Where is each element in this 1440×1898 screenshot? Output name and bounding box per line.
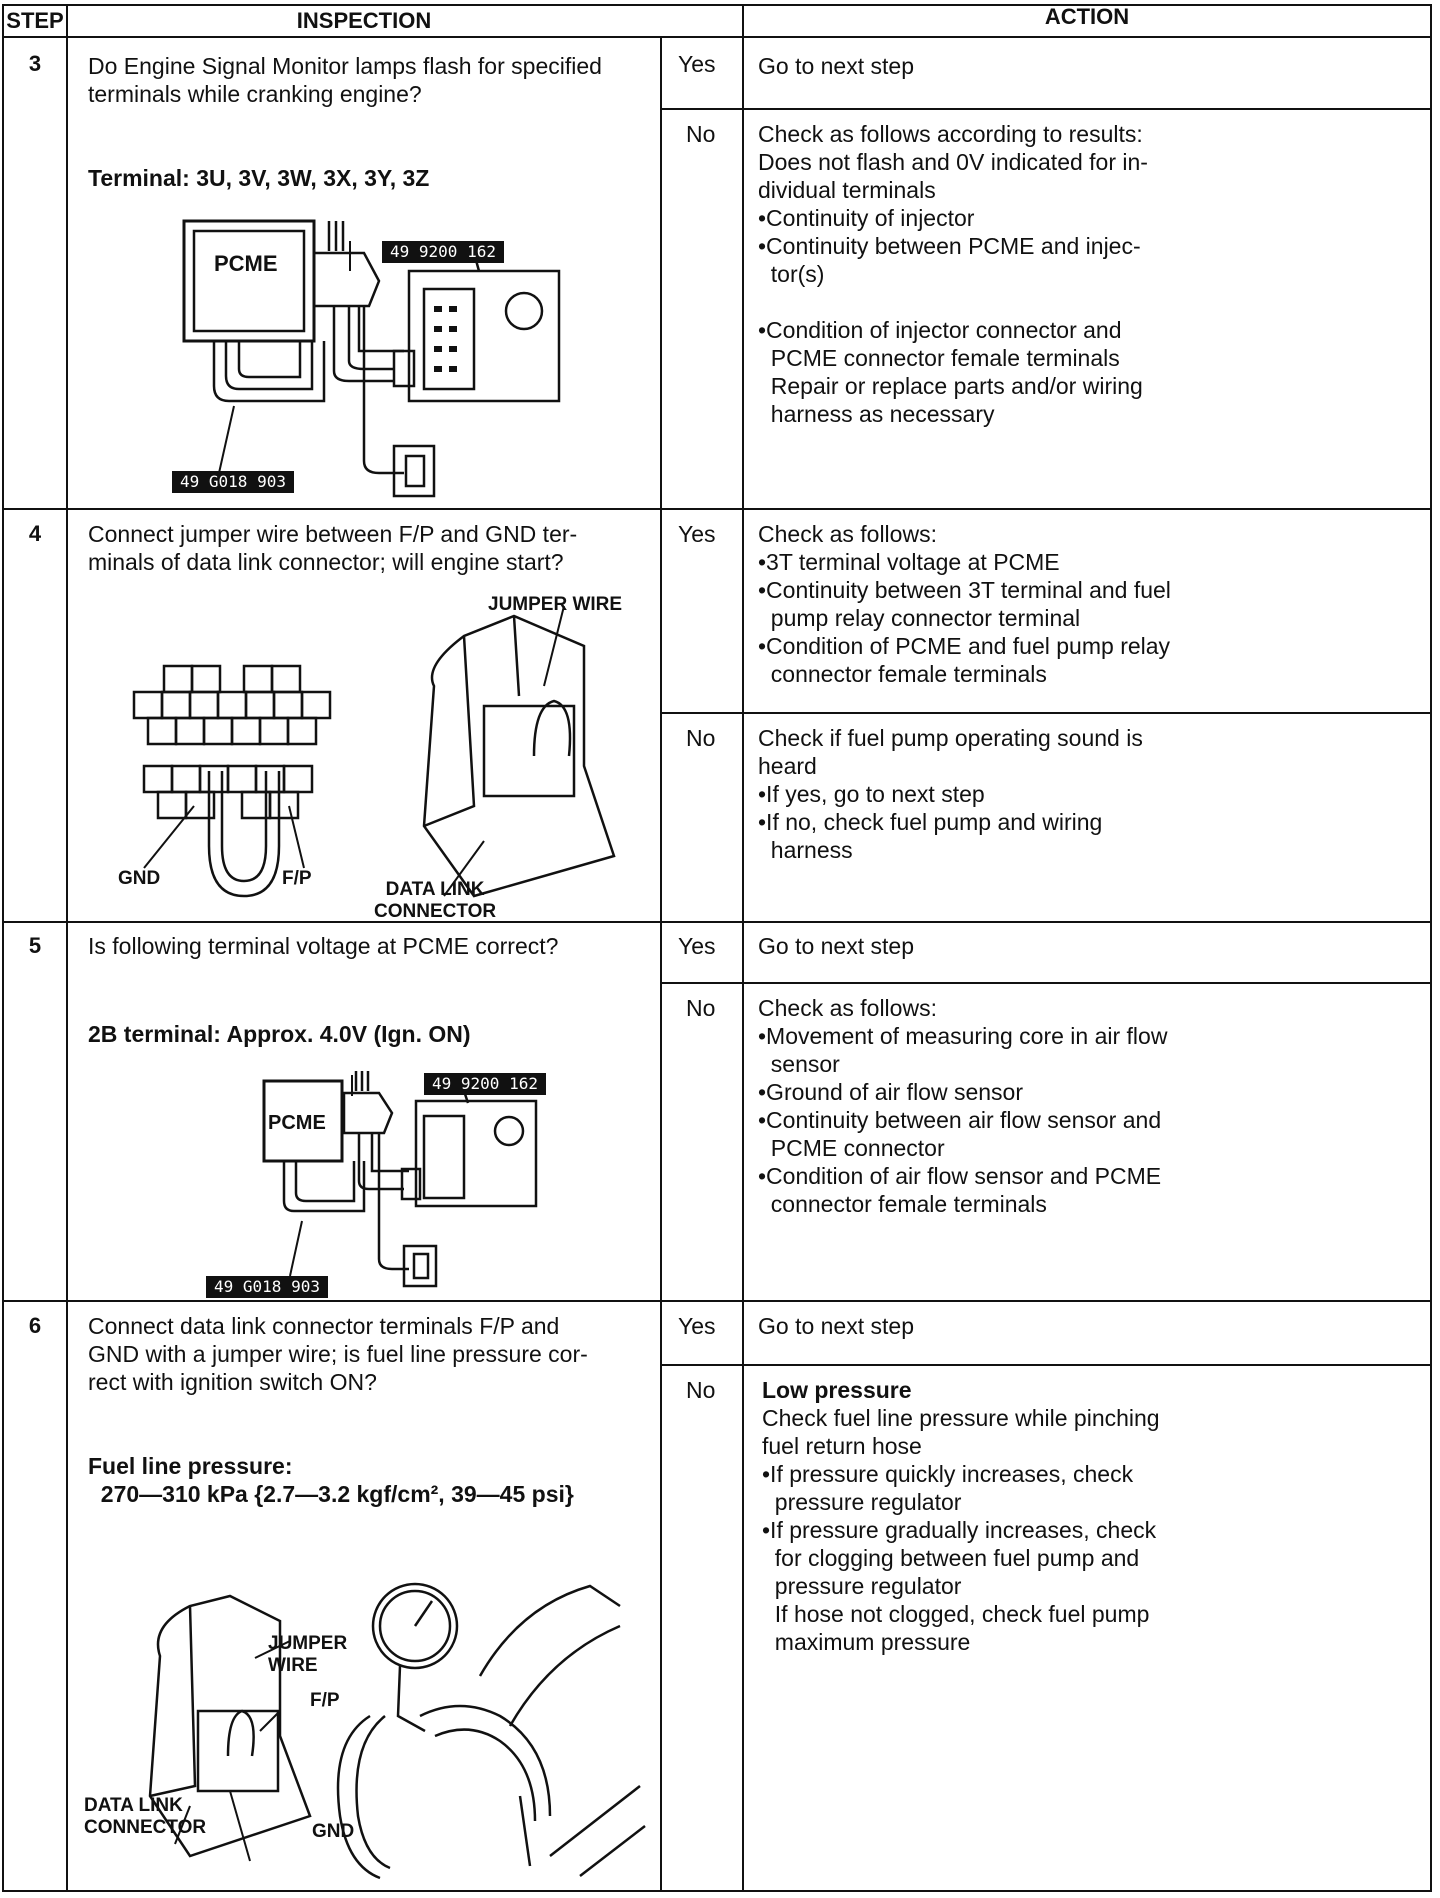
data-link-connector-label-6: DATA LINK CONNECTOR bbox=[84, 1795, 207, 1838]
step-3-no-action: Check as follows according to results: Does not flash and 0V indicated for in- dividual terminals •Continuity of injector •Continuity between PCME and injec- tor(s) •Condition of injector connector and PCME connector female terminals Repair or replace parts and/or wiring harness as necessary bbox=[758, 121, 1148, 427]
tool-tag-49-9200-162-step5: 49 9200 162 bbox=[424, 1073, 546, 1095]
step-5-question: Is following terminal voltage at PCME correct? bbox=[88, 933, 559, 959]
row-divider-5-6 bbox=[4, 1300, 1430, 1302]
step-4-no-action: Check if fuel pump operating sound is heard •If yes, go to next step •If no, check fuel pump and wiring harness bbox=[758, 725, 1143, 863]
step-5-yes-action: Go to next step bbox=[758, 933, 914, 959]
row-divider-3-4 bbox=[4, 508, 1430, 510]
header-divider bbox=[4, 36, 1430, 38]
step-number-5: 5 bbox=[28, 933, 42, 958]
step-5-no-label: No bbox=[686, 995, 716, 1021]
step-number-6: 6 bbox=[28, 1313, 42, 1338]
action-column-divider bbox=[742, 6, 744, 1890]
header-inspection: INSPECTION bbox=[296, 8, 432, 33]
jumper-wire-label-4: JUMPER WIRE bbox=[488, 594, 623, 615]
yesno-divider-5 bbox=[660, 982, 1430, 984]
step-number-3: 3 bbox=[28, 51, 42, 76]
step-4-question: Connect jumper wire between F/P and GND ter- minals of data link connector; will engine start? bbox=[88, 521, 578, 575]
gnd-label-6: GND bbox=[312, 1821, 355, 1842]
yesno-divider-4 bbox=[660, 712, 1430, 714]
step-4-yes-action: Check as follows: •3T terminal voltage at PCME •Continuity between 3T terminal and fuel pump relay connector terminal •Condition of PCME and fuel pump relay connector female terminals bbox=[758, 521, 1171, 687]
step-3-spec: Terminal: 3U, 3V, 3W, 3X, 3Y, 3Z bbox=[88, 165, 430, 191]
yesno-column-divider bbox=[660, 36, 662, 1890]
pcme-label-5: PCME bbox=[268, 1112, 326, 1134]
yesno-divider-6 bbox=[660, 1364, 1430, 1366]
yesno-divider-3 bbox=[660, 108, 1430, 110]
tool-tag-49-G018-903-step5: 49 G018 903 bbox=[206, 1276, 328, 1298]
step-5-yes-label: Yes bbox=[678, 933, 716, 959]
step-6-yes-action: Go to next step bbox=[758, 1313, 914, 1339]
step-6-spec: Fuel line pressure: 270—310 kPa {2.7—3.2 kgf/cm², 39—45 psi} bbox=[88, 1453, 574, 1507]
step-6-no-label: No bbox=[686, 1377, 716, 1403]
step-5-spec: 2B terminal: Approx. 4.0V (Ign. ON) bbox=[88, 1021, 471, 1047]
header-step: STEP bbox=[6, 8, 64, 33]
step-4-yes-label: Yes bbox=[678, 521, 716, 547]
step-3-yes-label: Yes bbox=[678, 51, 716, 77]
data-link-connector-jumper-diagram-4 bbox=[114, 606, 654, 906]
fp-label-4: F/P bbox=[282, 868, 312, 889]
step-6-no-action: Check fuel line pressure while pinching fuel return hose •If pressure quickly increases, check pressure regulator •If pressure gradually increases, check for clogging between fuel pump and pressure regulator If hose not clogged, check fuel pump maximum pressure bbox=[762, 1405, 1160, 1655]
step-5-no-action: Check as follows: •Movement of measuring core in air flow sensor •Ground of air flow sensor •Continuity between air flow sensor and PCME connector •Condition of air flow sensor and PCME connector female terminals bbox=[758, 995, 1168, 1217]
header-action: ACTION bbox=[1044, 4, 1130, 29]
data-link-connector-label-4: DATA LINK CONNECTOR bbox=[374, 879, 497, 922]
gnd-label-4: GND bbox=[118, 868, 161, 889]
fp-label-6: F/P bbox=[310, 1690, 340, 1711]
inspection-table bbox=[2, 4, 1432, 1892]
step-number-4: 4 bbox=[28, 521, 42, 546]
step-column-divider bbox=[66, 6, 68, 1890]
step-3-no-label: No bbox=[686, 121, 716, 147]
step-6-no-heading: Low pressure bbox=[762, 1377, 912, 1403]
step-4-no-label: No bbox=[686, 725, 716, 751]
row-divider-4-5 bbox=[4, 921, 1430, 923]
jumper-wire-label-6: JUMPER WIRE bbox=[268, 1633, 348, 1676]
pcme-monitor-diagram-5 bbox=[244, 1061, 544, 1291]
step-3-yes-action: Go to next step bbox=[758, 53, 914, 79]
pcme-label-3: PCME bbox=[214, 251, 278, 276]
step-6-question: Connect data link connector terminals F/P and GND with a jumper wire; is fuel line pressure cor- rect with ignition switch ON? bbox=[88, 1313, 588, 1395]
tool-tag-49-G018-903-step3: 49 G018 903 bbox=[172, 471, 294, 493]
step-3-question: Do Engine Signal Monitor lamps flash for specified terminals while cranking engine? bbox=[88, 53, 602, 107]
tool-tag-49-9200-162-step3: 49 9200 162 bbox=[382, 241, 504, 263]
step-6-yes-label: Yes bbox=[678, 1313, 716, 1339]
